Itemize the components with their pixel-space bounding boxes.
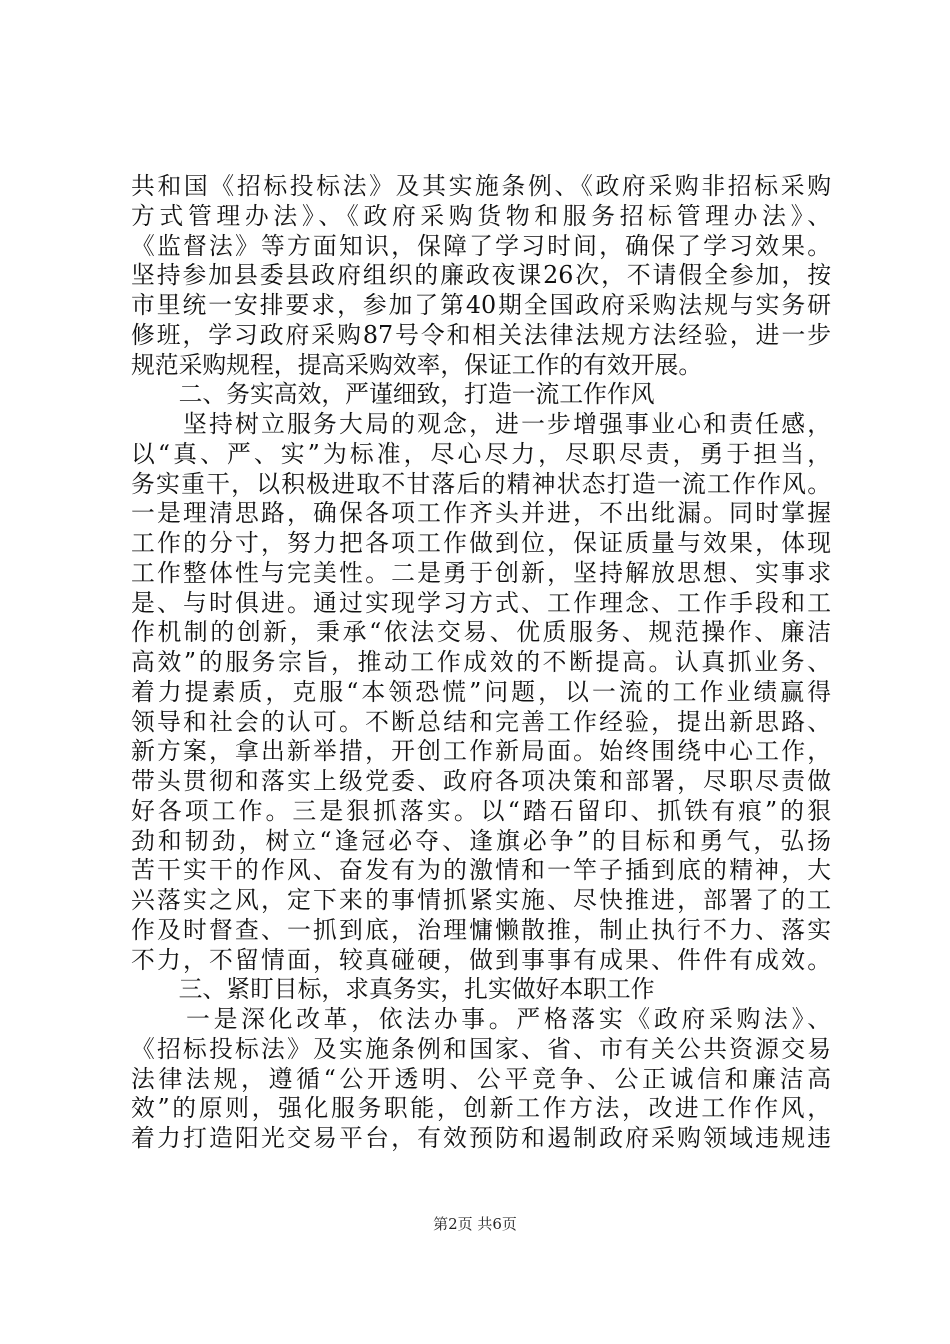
text-line: 苦干实干的作风、奋发有为的激情和一竿子插到底的精神，大 xyxy=(131,856,831,885)
text-line: 新方案，拿出新举措，开创工作新局面。始终围绕中心工作， xyxy=(131,737,831,766)
text-line: 《招标投标法》及实施条例和国家、省、市有关公共资源交易 xyxy=(131,1034,831,1063)
section-heading: 二、务实高效，严谨细致，打造一流工作作风 xyxy=(131,380,655,409)
text-line: 好各项工作。三是狠抓落实。以“踏石留印、抓铁有痕”的狠 xyxy=(131,796,831,825)
text-line: 高效”的服务宗旨，推动工作成效的不断提高。认真抓业务、 xyxy=(131,648,831,676)
section-heading: 三、紧盯目标，求真务实，扎实做好本职工作 xyxy=(131,975,655,1004)
page-footer: 第2页 共6页 xyxy=(433,1215,517,1233)
text-line: 着力打造阳光交易平台，有效预防和遏制政府采购领域违规违 xyxy=(131,1124,831,1152)
text-line: 法律法规，遵循“公开透明、公平竞争、公正诚信和廉洁高 xyxy=(131,1064,831,1093)
text-line: 领导和社会的认可。不断总结和完善工作经验，提出新思路、 xyxy=(131,707,831,736)
text-line: 兴落实之风，定下来的事情抓紧实施、尽快推进，部署了的工 xyxy=(131,886,831,914)
text-line: 不力，不留情面，较真碰硬，做到事事有成果、件件有成效。 xyxy=(131,945,831,974)
text-line: 作及时督查、一抓到底，治理慵懒散推，制止执行不力、落实 xyxy=(131,915,831,944)
text-line: 方式管理办法》、《政府采购货物和服务招标管理办法》、 xyxy=(131,201,831,230)
text-line: 劲和韧劲，树立“逢冠必夺、逢旗必争”的目标和勇气，弘扬 xyxy=(131,826,831,855)
text-line: 带头贯彻和落实上级党委、政府各项决策和部署，尽职尽责做 xyxy=(131,767,831,795)
text-line: 修班，学习政府采购87号令和相关法律法规方法经验，进一步 xyxy=(131,320,831,349)
text-line: 效”的原则，强化服务职能，创新工作方法，改进工作作风， xyxy=(131,1094,831,1123)
text-line: 坚持参加县委县政府组织的廉政夜课26次，不请假全参加，按 xyxy=(131,261,831,290)
text-line: 一是深化改革，依法办事。严格落实《政府采购法》、 xyxy=(131,1005,831,1033)
text-line: 着力提素质，克服“本领恐慌”问题，以一流的工作业绩赢得 xyxy=(131,677,831,706)
text-line: 共和国《招标投标法》及其实施条例、《政府采购非招标采购 xyxy=(131,172,831,200)
text-line: 一是理清思路，确保各项工作齐头并进，不出纰漏。同时掌握 xyxy=(131,499,831,528)
text-line: 坚持树立服务大局的观念，进一步增强事业心和责任感， xyxy=(131,410,831,438)
text-line: 务实重干，以积极进取不甘落后的精神状态打造一流工作作风。 xyxy=(131,469,831,498)
text-line: 以“真、严、实”为标准，尽心尽力，尽职尽责，勇于担当， xyxy=(131,439,831,468)
text-line: 《监督法》等方面知识，保障了学习时间，确保了学习效果。 xyxy=(131,231,831,260)
text-line: 规范采购规程，提高采购效率，保证工作的有效开展。 xyxy=(131,350,703,379)
text-line: 作机制的创新，秉承“依法交易、优质服务、规范操作、廉洁 xyxy=(131,618,831,647)
text-line: 工作的分寸，努力把各项工作做到位，保证质量与效果，体现 xyxy=(131,529,831,557)
text-line: 是、与时俱进。通过实现学习方式、工作理念、工作手段和工 xyxy=(131,588,831,617)
document-body xyxy=(131,172,831,1154)
text-line: 市里统一安排要求，参加了第40期全国政府采购法规与实务研 xyxy=(131,291,831,319)
text-line: 工作整体性与完美性。二是勇于创新，坚持解放思想、实事求 xyxy=(131,558,831,587)
